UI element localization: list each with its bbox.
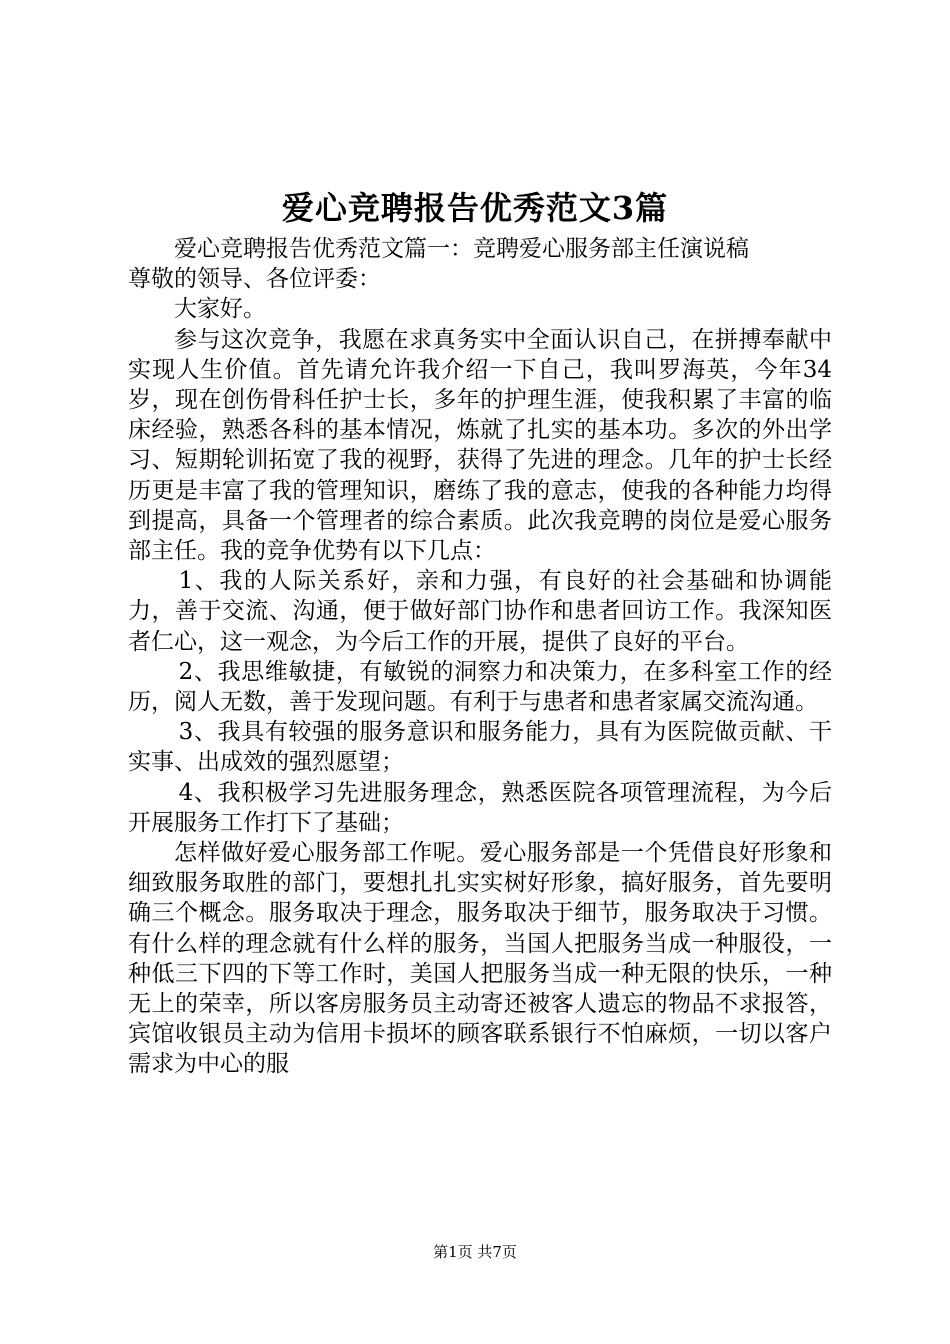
paragraph-salutation: 尊敬的领导、各位评委：: [128, 266, 381, 293]
paragraph-introduction: 参与这次竞争，我愿在求真务实中全面认识自己，在拼搏奉献中实现人生价值。首先请允许我介绍一下自己，我叫罗海英，今年34岁，现在创伤骨科任护士长，多年的护理生涯，使我积累了丰富的临床经验，熟悉各科的基本情况，炼就了扎实的基本功。多次的外出学习、短期轮训拓宽了我的视野，获得了先进的理念。几年的护士长经历更是丰富了我的管理知识，磨练了我的意志，使我的各种能力均得到提高，具备一个管理者的综合素质。此次我竞聘的岗位是爱心服务部主任。我的竞争优势有以下几点：: [128, 326, 832, 565]
document-body: [128, 234, 832, 1080]
paragraph-service: 怎样做好爱心服务部工作呢。爱心服务部是一个凭借良好形象和细致服务取胜的部门，要想扎扎实实树好形象，搞好服务，首先要明确三个概念。服务取决于理念，服务取决于细节，服务取决于习惯。有什么样的理念就有什么样的服务，当国人把服务当成一种服役，一种低三下四的下等工作时，美国人把服务当成一种无限的快乐，一种无上的荣幸，所以客房服务员主动寄还被客人遗忘的物品不求报答，宾馆收银员主动为信用卡损坏的顾客联系银行不怕麻烦，一切以客户需求为中心的服: [128, 840, 832, 1078]
page-footer: 第1页 共7页: [433, 1243, 517, 1261]
paragraph-greeting: 大家好。: [174, 296, 266, 323]
paragraph-point-1: 1、我的人际关系好，亲和力强，有良好的社会基础和协调能力，善于交流、沟通，便于做好部门协作和患者回访工作。我深知医者仁心，这一观念，为今后工作的开展，提供了良好的平台。: [128, 568, 832, 655]
paragraph-heading: 爱心竞聘报告优秀范文篇一：竞聘爱心服务部主任演说稿: [174, 236, 749, 262]
paragraph-point-2: 2、我思维敏捷，有敏锐的洞察力和决策力，在多科室工作的经历，阅人无数，善于发现问题。有利于与患者和患者家属交流沟通。: [128, 658, 832, 716]
document-title: 爱心竞聘报告优秀范文3篇: [281, 189, 669, 227]
paragraph-point-4: 4、我积极学习先进服务理念，熟悉医院各项管理流程，为今后开展服务工作打下了基础；: [128, 779, 832, 836]
paragraph-point-3: 3、我具有较强的服务意识和服务能力，具有为医院做贡献、干实事、出成效的强烈愿望；: [128, 719, 832, 776]
